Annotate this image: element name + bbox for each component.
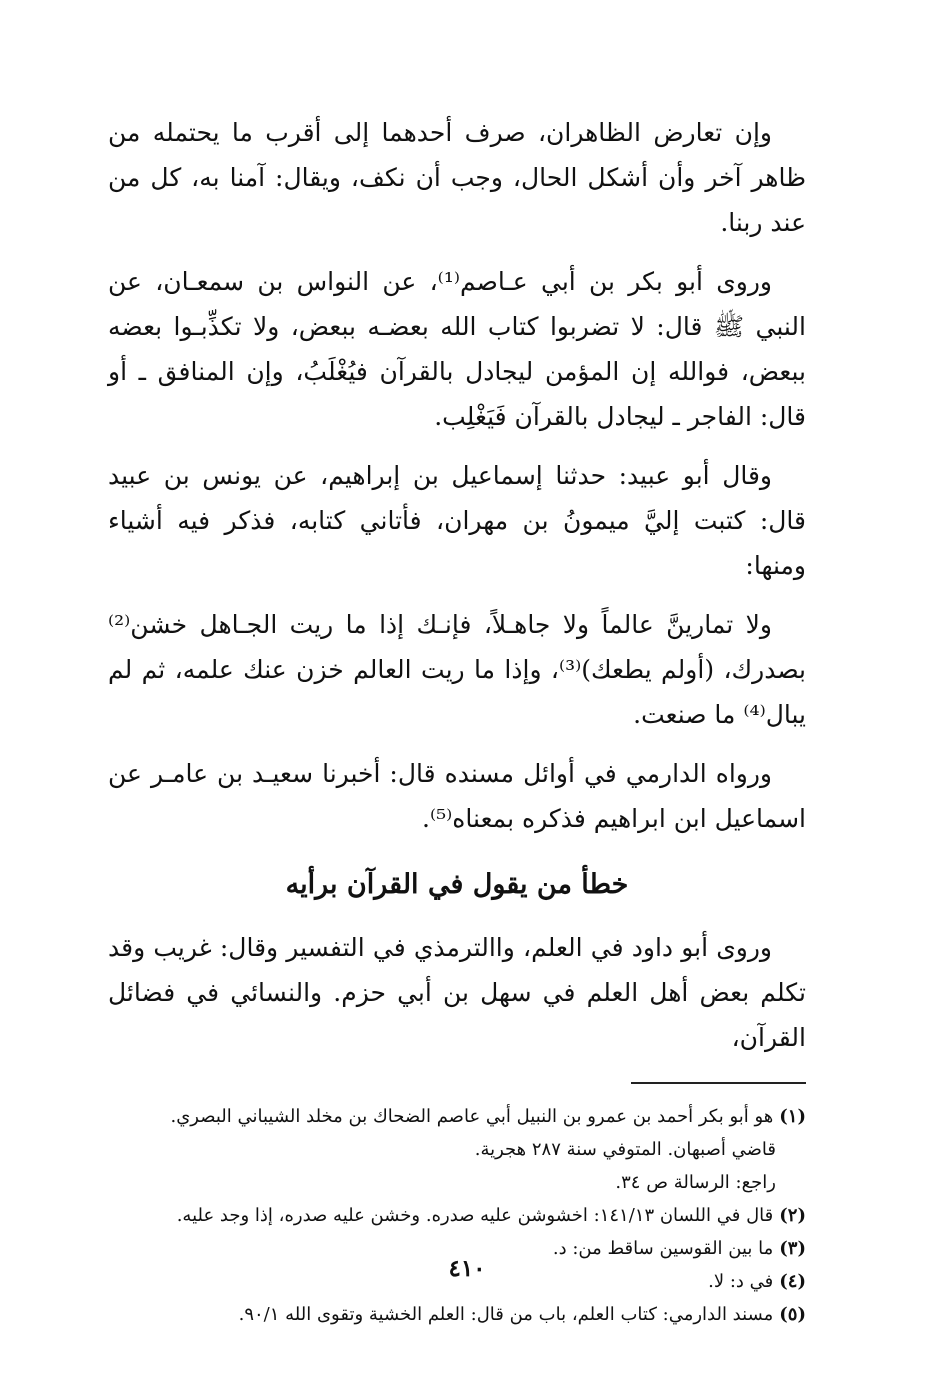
footnote-separator [631,1082,806,1084]
footnote-5-number: (٥) [779,1304,806,1325]
footnote-1-line-2-row [108,1133,806,1166]
closing-paragraph [108,925,806,1060]
footnote-2 [108,1199,806,1232]
closing-paragraph-text: وروى أبو داود في العلم، واالترمذي في التفسير وقال: غريب وقد تكلم بعض أهل العلم في سهل بن أبي حزم. والنسائي في فضائل القرآن، [108,933,806,1052]
paragraph-3-text: وقال أبو عبيد: حدثنا إسماعيل بن إبراهيم، عن يونس بن عبيد قال: كتبت إليَّ ميمونُ بن مهران، فأتاني كتابه، فذكر فيه أشياء ومنها: [108,461,806,580]
paragraph-1-text: وإن تعارض الظاهران، صرف أحدهما إلى أقرب ما يحتمله من ظاهر آخر وأن أشكل الحال، وجب أن نكف، ويقال: آمنا به، كل من عند ربنا. [108,118,806,237]
footnote-2-line-1: قال في اللسان ١٤١/١٣: اخشوشن عليه صدره. وخشن عليه صدره، إذا وجد عليه. [176,1205,774,1226]
footnote-2-number: (٢) [779,1205,806,1226]
paragraph-1 [108,110,806,245]
footnote-5-line-1: مسند الدارمي: كتاب العلم، باب من قال: العلم الخشية وتقوى الله ٩٠/١. [238,1304,774,1325]
paragraph-4 [108,602,806,737]
paragraph-3 [108,453,806,588]
paragraph-5-text: ورواه الدارمي في أوائل مسنده قال: أخبرنا سعيـد بن عامـر عن اسماعيل ابن ابراهيم فذكره بمعناه⁽⁵⁾. [108,759,806,833]
footnote-1-number: (١) [779,1106,806,1127]
footnote-3-number: (٣) [779,1238,806,1259]
footnote-1-line-3-row [108,1166,806,1199]
footnote-1-line-2: قاضي أصبهان. المتوفي سنة ٢٨٧ هجرية. [474,1139,776,1160]
section-heading: خطأ من يقول في القرآن برأيه [285,869,629,900]
footnote-3-line-1: ما بين القوسين ساقط من: د. [552,1238,774,1259]
footnote-1-line-3: راجع: الرسالة ص ٣٤. [615,1172,776,1193]
paragraph-2-text: وروى أبو بكر بن أبي عـاصم⁽¹⁾، عن النواس بن سمعـان، عن النبي ﷺ قال: لا تضربوا كتاب الله بعضـه ببعض، ولا تكذِّبـوا بعضه ببعض، فوالله إن المؤمن ليجادل بالقرآن فيُغْلَبُ، وإن المنافق ـ أو قال: الفاجر ـ ليجادل بالقرآن فَيَغْلِب. [108,267,806,431]
footnote-5 [108,1298,806,1331]
footnotes [108,1100,806,1331]
footnote-1 [108,1100,806,1133]
footnote-4-number: (٤) [779,1271,806,1292]
paragraph-4-text: ولا تمارينَّ عالماً ولا جاهـلاً، فإنـك إذا ما ريت الجـاهل خشن⁽²⁾ بصدرك، (أولم يطعك)⁽³⁾، وإذا ما ريت العالم خزن عنك علمه، ثم لم يبال⁽⁴⁾ ما صنعت. [108,610,806,729]
paragraph-2 [108,259,806,439]
footnote-1-line-1: هو أبو بكر أحمد بن عمرو بن النبيل أبي عاصم الضحاك بن مخلد الشيباني البصري. [170,1106,774,1127]
page-number: ٤١٠ [448,1255,486,1282]
paragraph-5 [108,751,806,841]
footnote-4-line-1: في د: لا. [708,1271,774,1292]
